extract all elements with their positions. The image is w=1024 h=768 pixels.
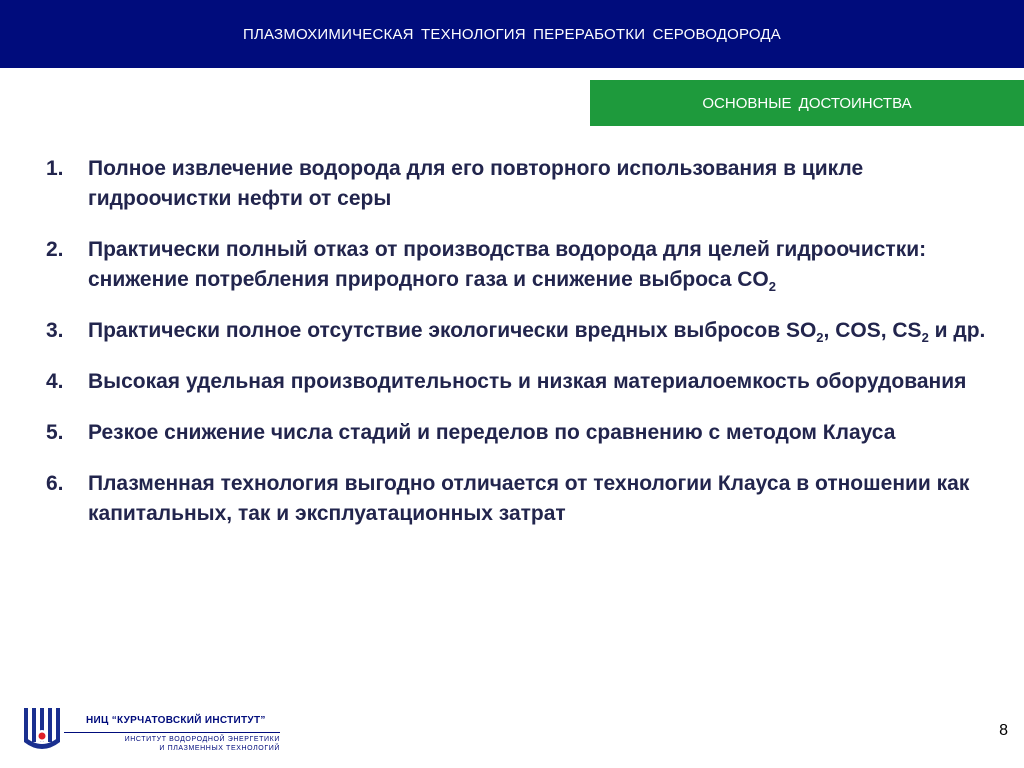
list-item-text — [88, 370, 966, 393]
footer-subtitle — [70, 735, 280, 753]
text-run: Полное извлечение водорода для его повторного использования в цикле гидроочистки нефти от серы — [88, 157, 864, 210]
footer-subtitle-line-1: ИНСТИТУТ ВОДОРОДНОЙ ЭНЕРГЕТИКИ — [124, 736, 280, 743]
kurchatov-institute-logo-icon — [22, 706, 62, 752]
advantages-list — [46, 154, 996, 550]
footer-org-name: НИЦ “КУРЧАТОВСКИЙ ИНСТИТУТ” — [86, 715, 266, 726]
slide-title: ПЛАЗМОХИМИЧЕСКАЯ ТЕХНОЛОГИЯ ПЕРЕРАБОТКИ СЕРОВОДОРОДА — [243, 25, 781, 43]
list-item — [46, 469, 996, 529]
footer-divider — [64, 732, 280, 733]
list-item-number: 1. — [46, 157, 64, 180]
list-item — [46, 154, 996, 214]
text-run: Высокая удельная производительность и низкая материалоемкость оборудования — [88, 370, 967, 393]
subscript: 2 — [921, 330, 929, 345]
section-label: ОСНОВНЫЕ ДОСТОИНСТВА — [590, 80, 1024, 126]
list-item — [46, 316, 996, 346]
subscript: 2 — [768, 279, 776, 294]
list-item-text — [88, 472, 969, 525]
header-bar — [0, 0, 1024, 68]
list-item — [46, 235, 996, 295]
page-number: 8 — [999, 722, 1008, 739]
text-run: Практически полный отказ от производства водорода для целей гидроочистки: снижение потребления природного газа и снижение выброса CO — [88, 238, 927, 291]
list-item-number: 5. — [46, 421, 64, 444]
list-item-number: 6. — [46, 472, 64, 495]
list-item — [46, 418, 996, 448]
list-item-number: 3. — [46, 319, 64, 342]
text-run: и др. — [928, 319, 986, 342]
list-item-text — [88, 238, 927, 294]
text-run: , COS, CS — [823, 319, 922, 342]
list-item-text — [88, 157, 863, 210]
list-item-text — [88, 319, 986, 345]
list-item-number: 2. — [46, 238, 64, 261]
list-item-number: 4. — [46, 370, 64, 393]
text-run: Резкое снижение числа стадий и переделов по сравнению с методом Клауса — [88, 421, 896, 444]
text-run: Практически полное отсутствие экологически вредных выбросов SO — [88, 319, 817, 342]
list-item-text — [88, 421, 895, 444]
list-item — [46, 367, 996, 397]
text-run: Плазменная технология выгодно отличается от технологии Клауса в отношении как капитальных, так и эксплуатационных затрат — [88, 472, 970, 525]
footer-subtitle-line-2: И ПЛАЗМЕННЫХ ТЕХНОЛОГИЙ — [159, 745, 280, 752]
subscript: 2 — [816, 330, 824, 345]
